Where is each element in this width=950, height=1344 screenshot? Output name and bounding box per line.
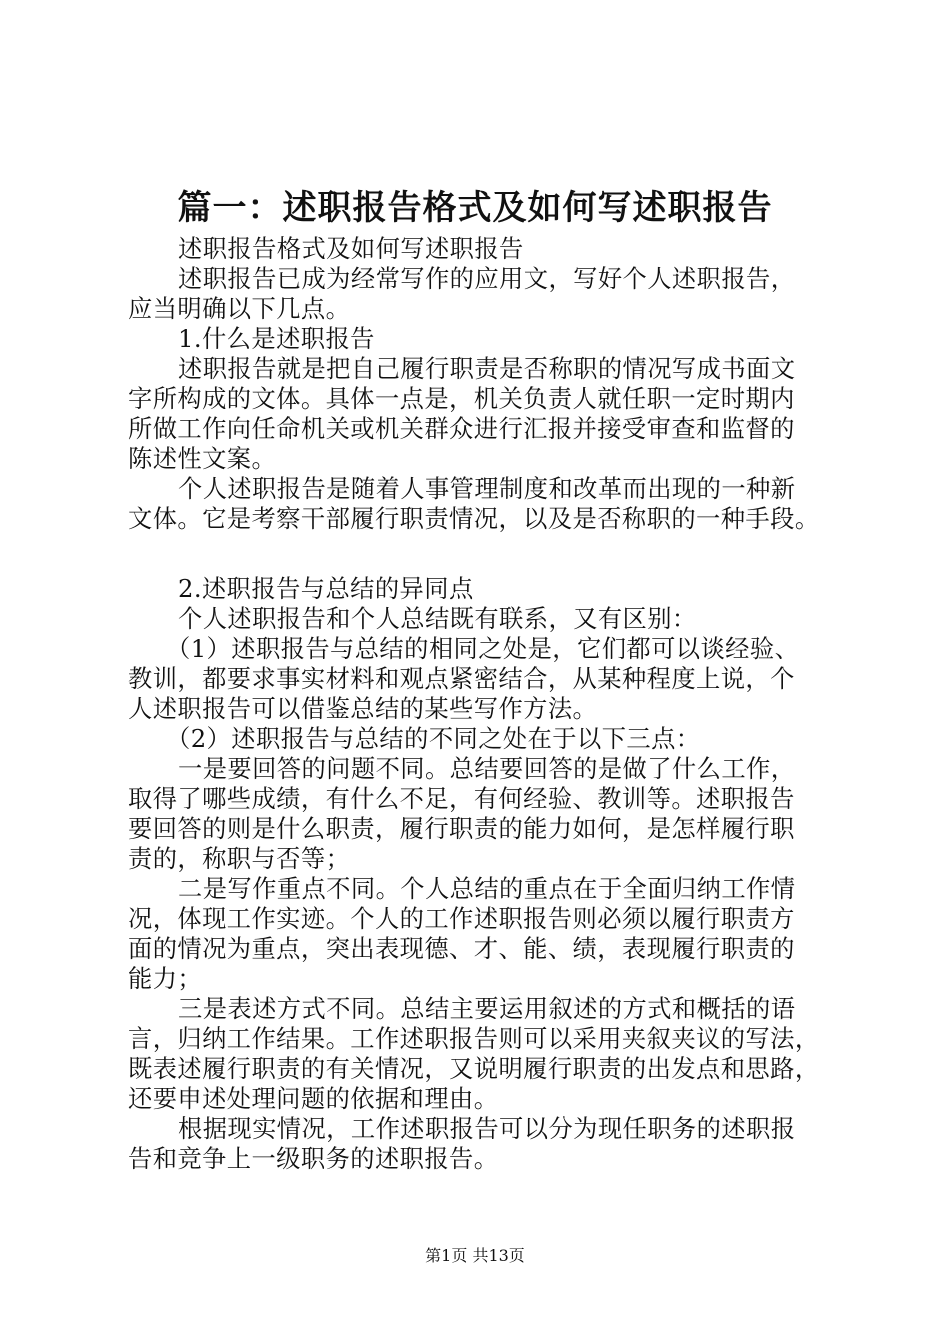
paragraph-line: 根据现实情况，工作述职报告可以分为现任职务的述职报	[178, 1114, 796, 1143]
paragraph-line: 二是写作重点不同。个人总结的重点在于全面归纳工作情	[178, 874, 796, 903]
paragraph-line: （2）述职报告与总结的不同之处在于以下三点：	[166, 724, 701, 753]
paragraph-line: 责的，称职与否等；	[128, 844, 351, 873]
paragraph-line: 面的情况为重点，突出表现德、才、能、绩，表现履行职责的	[128, 934, 795, 963]
paragraph-line: 人述职报告可以借鉴总结的某些写作方法。	[128, 694, 598, 723]
paragraph-line: 一是要回答的问题不同。总结要回答的是做了什么工作，	[178, 754, 796, 783]
paragraph-line: 陈述性文案。	[128, 444, 277, 473]
paragraph-gap	[128, 534, 838, 574]
section-heading: 1.什么是述职报告	[178, 324, 375, 353]
paragraph-line: 个人述职报告是随着人事管理制度和改革而出现的一种新	[178, 474, 796, 503]
paragraph-line: 述职报告已成为经常写作的应用文，写好个人述职报告，	[178, 264, 796, 293]
subtitle-line: 述职报告格式及如何写述职报告	[178, 234, 524, 263]
paragraph-line: 字所构成的文体。具体一点是，机关负责人就任职一定时期内	[128, 384, 795, 413]
paragraph-line: 教训，都要求事实材料和观点紧密结合，从某种程度上说，个	[128, 664, 795, 693]
paragraph-line: 还要申述处理问题的依据和理由。	[128, 1084, 499, 1113]
paragraph-line: 所做工作向任命机关或机关群众进行汇报并接受审查和监督的	[128, 414, 795, 443]
paragraph-line: 三是表述方式不同。总结主要运用叙述的方式和概括的语	[178, 994, 796, 1023]
page-footer: 第1页 共13页	[425, 1246, 525, 1265]
paragraph-line: 个人述职报告和个人总结既有联系，又有区别：	[178, 604, 697, 633]
document-title: 篇一：述职报告格式及如何写述职报告	[177, 188, 773, 228]
paragraph-line: 既表述履行职责的有关情况，又说明履行职责的出发点和思路，	[128, 1054, 820, 1083]
paragraph-line: 取得了哪些成绩，有什么不足，有何经验、教训等。述职报告	[128, 784, 795, 813]
document-body	[128, 234, 838, 1174]
paragraph-line: （1）述职报告与总结的相同之处是，它们都可以谈经验、	[166, 634, 800, 663]
paragraph-line: 况，体现工作实迹。个人的工作述职报告则必须以履行职责方	[128, 904, 795, 933]
paragraph-line: 要回答的则是什么职责，履行职责的能力如何，是怎样履行职	[128, 814, 795, 843]
paragraph-line: 能力；	[128, 964, 203, 993]
paragraph-line: 言，归纳工作结果。工作述职报告则可以采用夹叙夹议的写法，	[128, 1024, 820, 1053]
paragraph-line: 应当明确以下几点。	[128, 294, 351, 323]
paragraph-line: 文体。它是考察干部履行职责情况，以及是否称职的一种手段。	[128, 504, 820, 533]
paragraph-line: 告和竞争上一级职务的述职报告。	[128, 1144, 499, 1173]
paragraph-line: 述职报告就是把自己履行职责是否称职的情况写成书面文	[178, 354, 796, 383]
section-heading: 2.述职报告与总结的异同点	[178, 574, 474, 603]
